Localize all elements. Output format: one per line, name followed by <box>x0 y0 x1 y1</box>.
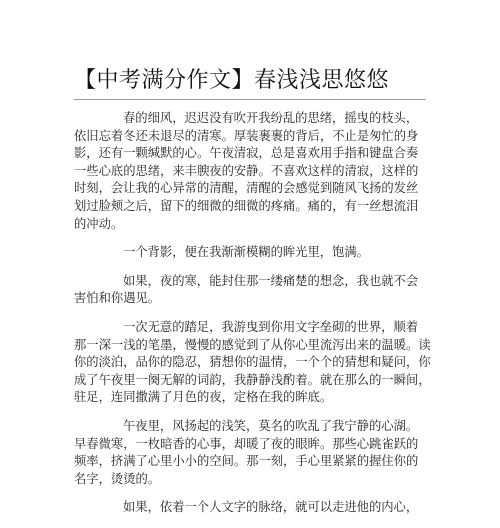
paragraph-5 <box>74 418 434 488</box>
paragraph-2 <box>74 244 434 262</box>
text-line: 时刻，会让我的心异常的清醒，清醒的会感觉到随风飞扬的发丝 <box>74 181 419 196</box>
paragraph-1 <box>74 110 434 233</box>
text-line: 一些心底的思绪，来丰腴夜的安静。不喜欢这样的清寂，这样的 <box>74 163 419 178</box>
paragraph-4 <box>74 319 434 407</box>
text-line: 春的细风，迟迟没有吹开我纷乱的思绪，摇曳的枝头， <box>123 111 419 125</box>
text-line: 影，还有一颗缄默的心。午夜清寂，总是喜欢用手指和键盘合奏 <box>74 146 419 161</box>
text-line: 一个背影，便在我渐渐模糊的眸光里，饱满。 <box>123 245 369 260</box>
text-line: 你的淡泊，品你的隐忍，猜想你的温情，一个个的猜想和疑问，你 <box>74 355 431 370</box>
paragraph-3 <box>74 273 434 308</box>
text-line: 那一深一浅的笔墨，慢慢的感觉到了从你心里流泻出来的温暖。读 <box>74 337 431 352</box>
text-line: 成了午夜里一阕无解的词韵，我静静浅酌着。就在那么的一瞬间， <box>74 372 431 387</box>
paragraph-6 <box>74 499 434 517</box>
text-line: 午夜里，风扬起的浅笑，莫名的吹乱了我宁静的心湖。 <box>123 418 419 433</box>
page-title: 【中考满分作文】春浅浅思悠悠 <box>74 68 390 93</box>
text-line: 的冲动。 <box>74 216 124 231</box>
text-line: 一次无意的踏足，我游曳到你用文字垒砌的世界，顺着 <box>123 319 419 334</box>
text-line: 如果，夜的寒，能封住那一缕痛楚的想念，我也就不会 <box>123 273 419 288</box>
text-line: 频率，挤满了心里小小的空间。那一刻，手心里紧紧的握住你的 <box>74 454 419 469</box>
text-line: 害怕和你遇见。 <box>74 291 161 306</box>
text-line: 早春微寒，一枚暗香的心事，却暖了夜的眼眸。那些心跳雀跃的 <box>74 436 419 451</box>
text-line: 驻足，连同撒满了月色的夜，定格在我的眸底。 <box>74 390 333 405</box>
text-line: 名字，烫烫的。 <box>74 471 161 486</box>
title-divider <box>74 99 426 100</box>
article-body <box>74 110 434 528</box>
text-line: 划过脸颊之后，留下的细微的细微的疼痛。痛的，有一丝想流泪 <box>74 198 419 213</box>
text-line: 依旧忘着冬还未退尽的清寒。厚装裹裹的背后，不止是匆忙的身 <box>74 128 419 143</box>
text-line: 如果，依着一个人文字的脉络，就可以走进他的内心， <box>123 500 419 515</box>
